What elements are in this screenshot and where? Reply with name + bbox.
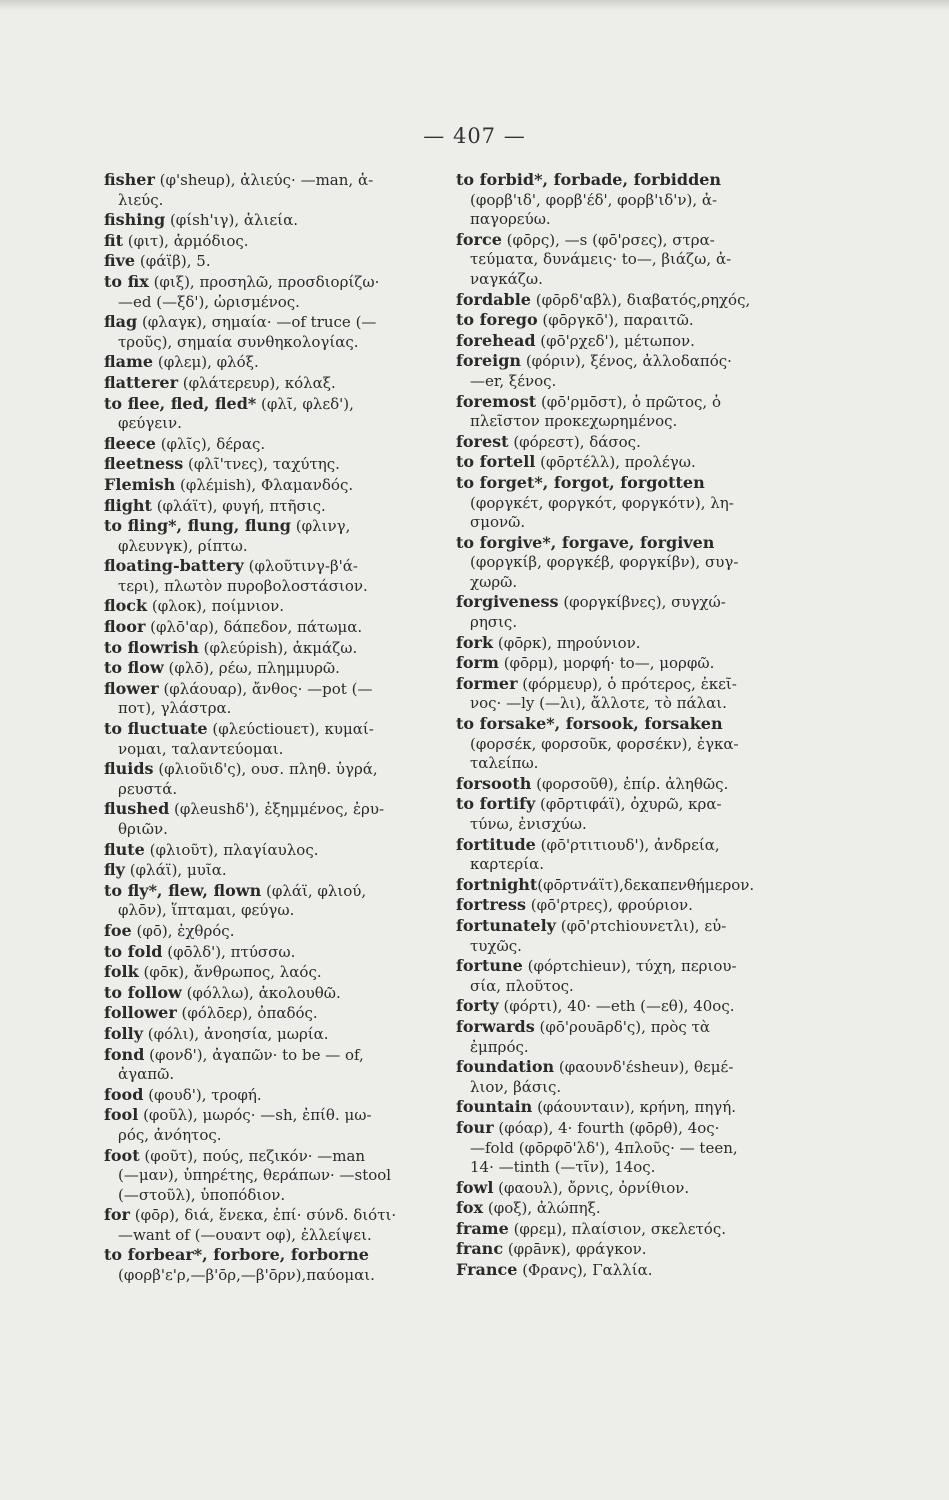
entry-line: fit (φιτ), ἁρμόδιος.: [104, 230, 249, 250]
headword: flute: [104, 839, 145, 859]
headword: forwards: [456, 1016, 535, 1036]
headword: franc: [456, 1239, 504, 1259]
headword: forest: [456, 431, 509, 451]
dictionary-entry: [104, 210, 438, 231]
dictionary-entry: [104, 1245, 438, 1285]
dictionary-entry: [104, 596, 438, 617]
entry-line: fleece (φλῖς), δέρας.: [104, 433, 266, 453]
dictionary-entry: [456, 1178, 801, 1199]
dictionary-entry: [456, 1097, 801, 1118]
headword: food: [104, 1084, 144, 1104]
headword: to flee, fled, fled*: [104, 393, 257, 413]
dictionary-entry: [456, 875, 801, 896]
entry-continuation: (φορβ'ε'ρ,—β'ōρ,—β'ōρν),παύομαι.: [118, 1266, 375, 1285]
headword: to forsake*, forsook, forsaken: [456, 714, 723, 734]
entry-line: to fluctuate (φλεύctiouετ), κυμαί-: [104, 719, 374, 739]
dictionary-entry: [456, 794, 801, 834]
headword: flower: [104, 678, 159, 698]
entry-line: flute (φλιοῦτ), πλαγίαυλος.: [104, 839, 319, 859]
entry-line: fortunately (φō'ρτchiουνετλι), εὐ-: [456, 915, 727, 935]
headword: fortunately: [456, 915, 556, 935]
entry-line: forwards (φō'ρουāρδ'ς), πρὸς τὰ: [456, 1016, 711, 1036]
headword: fit: [104, 230, 124, 250]
headword: fly: [104, 860, 125, 880]
dictionary-entry: [104, 1205, 438, 1245]
page-top-edge: [0, 0, 949, 10]
headword: to fluctuate: [104, 719, 208, 739]
headword: to fold: [104, 941, 163, 961]
headword: to forego: [456, 310, 538, 330]
entry-continuation: παγορεύω.: [470, 210, 551, 229]
dictionary-entry: [104, 556, 438, 596]
entry-line: forgiveness (φοργκίβνες), συγχώ-: [456, 592, 726, 612]
entry-line: to fling*, flung, flung (φλινγ,: [104, 516, 351, 536]
entry-line: [456, 534, 714, 552]
dictionary-entry: [104, 496, 438, 517]
entry-continuation: τύνω, ἐνισχύω.: [470, 815, 587, 833]
entry-line: to flowrish (φλεύρish), ἀκμάζω.: [104, 637, 358, 657]
dictionary-entry: [104, 394, 438, 434]
dictionary-entry: [456, 290, 801, 311]
entry-line: [456, 715, 723, 733]
headword: Flemish: [104, 474, 176, 494]
dictionary-entry: [456, 1017, 801, 1057]
entry-line: folk (φōκ), ἄνθρωπος, λαός.: [104, 962, 322, 982]
headword: to forget*, forgot, forgotten: [456, 472, 705, 492]
headword: to flow: [104, 658, 164, 678]
headword: folly: [104, 1023, 144, 1043]
dictionary-entry: [456, 956, 801, 996]
headword: fond: [104, 1044, 145, 1064]
entry-continuation: ρός, ἀνόητος.: [118, 1125, 222, 1144]
dictionary-entry: [456, 310, 801, 331]
entry-continuation: —er, ξένος.: [470, 371, 557, 390]
headword: to follow: [104, 982, 182, 1002]
dictionary-entry: [104, 272, 438, 312]
entry-continuation: ναγκάζω.: [470, 269, 543, 288]
headword: fleetness: [104, 454, 184, 474]
headword: foe: [104, 920, 132, 940]
entry-line: to fold (φōλδ'), πτύσσω.: [104, 941, 296, 961]
entry-line: fortnight(φōρτνάϊτ),δεκαπενθήμερον.: [456, 874, 755, 894]
entry-continuation: φλευνγκ), ρίπτω.: [118, 536, 248, 555]
dictionary-entry: [104, 983, 438, 1004]
entry-continuation: θριῶν.: [118, 820, 168, 838]
entry-line: foremost (φō'ρμōστ), ὁ πρῶτος, ὁ: [456, 391, 721, 411]
dictionary-entry: [104, 799, 438, 839]
dictionary-entry: [456, 835, 801, 875]
headword: foreign: [456, 351, 522, 371]
dictionary-entry: [104, 1105, 438, 1145]
entry-line: fortitude (φō'ρτιτιουδ'), ἀνδρεία,: [456, 834, 720, 854]
entry-line: forsooth (φορσοῦθ), ἐπίρ. ἀληθῶς.: [456, 773, 729, 793]
entry-line: floor (φλō'αρ), δάπεδον, πάτωμα.: [104, 617, 363, 637]
entry-line: [456, 171, 721, 189]
entry-continuation: —want of (—ουαντ οφ), ἐλλείψει.: [118, 1225, 372, 1244]
dictionary-entry: [456, 1198, 801, 1219]
headword: force: [456, 229, 502, 249]
entry-line: fordable (φōρδ'αβλ), διαβατός,ρηχός,: [456, 289, 751, 309]
dictionary-entry: [456, 895, 801, 916]
entry-continuation: ποτ), γλάστρα.: [118, 699, 232, 718]
headword: foot: [104, 1145, 140, 1165]
entry-continuation: καρτερία.: [470, 855, 544, 874]
entry-line: franc (φρāνκ), φράγκον.: [456, 1239, 647, 1259]
entry-line: fountain (φάουνταιν), κρήνη, πηγή.: [456, 1097, 737, 1117]
entry-line: folly (φόλι), ἀνοησία, μωρία.: [104, 1023, 329, 1043]
dictionary-entry: [104, 881, 438, 921]
dictionary-entry: [104, 840, 438, 861]
headword: forehead: [456, 330, 536, 350]
entry-continuation: νος· —ly (—λι), ἄλλοτε, τὸ πάλαι.: [470, 694, 727, 713]
entry-line: fox (φοξ), ἀλώπηξ.: [456, 1198, 601, 1218]
entry-continuation: ρευστά.: [118, 779, 178, 798]
headword: frame: [456, 1218, 509, 1238]
dictionary-entry: [456, 331, 801, 352]
headword: to forgive*, forgave, forgiven: [456, 532, 715, 552]
entry-continuation: πλεῖστον προκεχωρημένος.: [470, 412, 678, 431]
headword: to fortify: [456, 794, 536, 814]
entry-continuation: (φορσέκ, φορσοῦκ, φορσέκν), ἐγκα-: [470, 734, 739, 753]
headword: flushed: [104, 799, 170, 819]
entry-line: foundation (φαουνδ'έsheuν), θεμέ-: [456, 1057, 734, 1077]
entry-line: [456, 474, 705, 492]
headword: fountain: [456, 1097, 533, 1117]
dictionary-entry: [456, 1057, 801, 1097]
dictionary-entry: [104, 1146, 438, 1206]
entry-line: food (φουδ'), τροφή.: [104, 1084, 262, 1104]
dictionary-entry: [104, 1024, 438, 1045]
dictionary-entry: [104, 170, 438, 210]
headword: flock: [104, 596, 148, 616]
entry-continuation: ταλείπω.: [470, 754, 539, 773]
entry-line: to fly*, flew, flown (φλάϊ, φλιού,: [104, 880, 367, 900]
dictionary-entry: [456, 714, 801, 774]
dictionary-entry: [456, 170, 801, 230]
headword: fluids: [104, 759, 154, 779]
entry-continuation: —fold (φōρφō'λδ'), 4πλοῦς· — teen,: [470, 1138, 738, 1157]
entry-line: form (φōρμ), μορφή· to—, μορφῶ.: [456, 653, 715, 673]
dictionary-entry: [456, 592, 801, 632]
entry-line: five (φάϊβ), 5.: [104, 251, 211, 271]
headword: fool: [104, 1105, 139, 1125]
headword: to fix: [104, 271, 149, 291]
entry-line: to flow (φλō), ρέω, πλημμυρῶ.: [104, 658, 340, 678]
entry-line: flower (φλάουαρ), ἄνθος· —pot (—: [104, 678, 373, 698]
dictionary-entry: [456, 533, 801, 593]
headword: fortune: [456, 956, 523, 976]
headword: foremost: [456, 391, 537, 411]
entry-line: to follow (φόλλω), ἀκολουθῶ.: [104, 982, 341, 1002]
entry-line: flock (φλοκ), ποίμνιον.: [104, 596, 285, 616]
headword: form: [456, 653, 499, 673]
entry-continuation: σμονῶ.: [470, 513, 526, 532]
dictionary-entry: [104, 251, 438, 272]
entry-line: France (Φρανς), Γαλλία.: [456, 1260, 653, 1280]
dictionary-entry: [104, 921, 438, 942]
dictionary-entry: [104, 1085, 438, 1106]
entry-line: foreign (φόριν), ξένος, ἀλλοδαπός·: [456, 351, 732, 371]
dictionary-entry: [104, 516, 438, 556]
entry-continuation: χωρῶ.: [470, 572, 518, 591]
dictionary-entry: [104, 373, 438, 394]
entry-line: flame (φλεμ), φλόξ.: [104, 352, 259, 372]
headword: floor: [104, 617, 146, 637]
headword: for: [104, 1205, 130, 1225]
entry-line: Flemish (φλέμish), Φλαμανδός.: [104, 474, 354, 494]
entry-continuation: (—στοῦλ), ὑποπόδιον.: [118, 1185, 286, 1204]
entry-line: fishing (φίsh'ιγ), ἁλιεία.: [104, 210, 298, 230]
dictionary-entry: [104, 679, 438, 719]
headword: four: [456, 1117, 494, 1137]
dictionary-entry: [104, 942, 438, 963]
entry-line: flatterer (φλάτερευρ), κόλαξ.: [104, 372, 336, 392]
headword: flame: [104, 352, 154, 372]
entry-line: follower (φόλōερ), ὀπαδός.: [104, 1003, 318, 1023]
left-column: [104, 170, 438, 1286]
dictionary-entry: [104, 231, 438, 252]
dictionary-entry: [104, 638, 438, 659]
dictionary-entry: [104, 617, 438, 638]
headword: foundation: [456, 1057, 555, 1077]
headword: floating-battery: [104, 556, 244, 576]
headword: follower: [104, 1003, 177, 1023]
entry-continuation: (—μαν), ὑπηρέτης, θεράπων· —stool: [118, 1166, 392, 1185]
entry-continuation: ἀγαπῶ.: [118, 1065, 175, 1084]
entry-line: fisher (φ'sheuρ), ἁλιεύς· —man, ἁ-: [104, 170, 374, 189]
dictionary-entry: [104, 860, 438, 881]
dictionary-entry: [104, 475, 438, 496]
headword: to forbear*, forbore, forborne: [104, 1245, 369, 1265]
headword: fork: [456, 632, 494, 652]
headword: fox: [456, 1198, 484, 1218]
dictionary-entry: [104, 434, 438, 455]
headword: fleece: [104, 433, 156, 453]
dictionary-entry: [456, 996, 801, 1017]
entry-line: to forego (φōργκō'), παραιτῶ.: [456, 310, 694, 330]
headword: fishing: [104, 210, 166, 230]
dictionary-entry: [456, 674, 801, 714]
entry-continuation: τεύματα, δυνάμεις· to—, βιάζω, ἀ-: [470, 250, 732, 269]
entry-line: four (φόαρ), 4· fourth (φōρθ), 4ος·: [456, 1117, 720, 1137]
entry-line: to flee, fled, fled* (φλῖ, φλεδ'),: [104, 393, 354, 413]
dictionary-entry: [104, 658, 438, 679]
headword: forgiveness: [456, 592, 559, 612]
headword: fortitude: [456, 834, 536, 854]
dictionary-entry: [456, 1260, 801, 1281]
entry-line: fond (φονδ'), ἀγαπῶν· to be — of,: [104, 1044, 364, 1064]
entry-continuation: —ed (—ξδ'), ὡρισμένος.: [118, 292, 300, 311]
dictionary-entry: [456, 633, 801, 654]
entry-line: fluids (φλιοῦιδ'ς), ουσ. πληθ. ὑγρά,: [104, 759, 378, 779]
entry-continuation: λιεύς.: [118, 190, 164, 209]
headword: France: [456, 1260, 518, 1280]
entry-continuation: τερι), πλωτὸν πυροβολοστάσιον.: [118, 576, 368, 595]
dictionary-entry: [456, 452, 801, 473]
entry-continuation: σία, πλοῦτος.: [470, 976, 574, 995]
headword: flatterer: [104, 372, 178, 392]
dictionary-entry: [456, 432, 801, 453]
dictionary-entry: [104, 759, 438, 799]
headword: flight: [104, 495, 152, 515]
headword: to fling*, flung, flung: [104, 516, 291, 536]
entry-line: foe (φō), ἐχθρός.: [104, 920, 235, 940]
entry-line: forehead (φō'ρχεδ'), μέτωπον.: [456, 330, 695, 350]
entry-line: fowl (φαουλ), ὄρνις, ὀρνίθιον.: [456, 1177, 690, 1197]
dictionary-entry: [104, 454, 438, 475]
entry-continuation: 14· —tinth (—τῖν), 14ος.: [470, 1158, 656, 1177]
headword: fordable: [456, 289, 531, 309]
entry-line: force (φōρς), —s (φō'ρσες), στρα-: [456, 229, 715, 249]
headword: fisher: [104, 170, 155, 189]
entry-line: to fortify (φōρτιφάϊ), ὀχυρῶ, κρα-: [456, 794, 722, 814]
dictionary-entry: [104, 1003, 438, 1024]
entry-continuation: (φορβ'ιδ', φορβ'έδ', φορβ'ιδ'ν), ἀ-: [470, 190, 718, 209]
dictionary-entry: [456, 774, 801, 795]
entry-continuation: νομαι, ταλαντεύομαι.: [118, 739, 284, 758]
entry-line: fool (φοῦλ), μωρός· —sh, ἐπίθ. μω-: [104, 1105, 372, 1125]
headword: five: [104, 251, 136, 271]
dictionary-entry: [456, 230, 801, 290]
entry-line: [104, 1246, 369, 1264]
headword: forsooth: [456, 773, 532, 793]
page-number: — 407 —: [423, 124, 526, 148]
headword: fortress: [456, 895, 526, 915]
entry-continuation: τροῦς), σημαία συνθηκολογίας.: [118, 332, 359, 351]
dictionary-entry: [104, 312, 438, 352]
headword: former: [456, 673, 518, 693]
headword: fowl: [456, 1177, 494, 1197]
headword: to flowrish: [104, 637, 199, 657]
headword: fortnight: [456, 874, 538, 894]
entry-line: fortress (φō'ρτρες), φρούριον.: [456, 895, 693, 915]
entry-line: to fix (φιξ), προσηλῶ, προσδιορίζω·: [104, 271, 380, 291]
entry-line: to fortell (φōρτέλλ), προλέγω.: [456, 452, 696, 472]
dictionary-entry: [104, 962, 438, 983]
dictionary-entry: [456, 392, 801, 432]
headword: to fortell: [456, 452, 536, 472]
entry-line: former (φόρμευρ), ὁ πρότερος, ἐκεῖ-: [456, 673, 737, 693]
entry-continuation: (φοργκίβ, φοργκέβ, φοργκίβν), συγ-: [470, 553, 739, 572]
right-column: [456, 170, 801, 1281]
dictionary-entry: [456, 473, 801, 533]
entry-continuation: φλōν), ἵπταμαι, φεύγω.: [118, 901, 295, 920]
headword: flag: [104, 312, 138, 332]
headword: to fly*, flew, flown: [104, 880, 262, 900]
dictionary-entry: [456, 653, 801, 674]
dictionary-entry: [456, 1118, 801, 1178]
headword: forty: [456, 996, 499, 1016]
entry-line: floating-battery (φλοῦτινγ-β'ά-: [104, 556, 358, 576]
entry-line: fork (φōρκ), πηρούνιον.: [456, 632, 641, 652]
entry-continuation: ἐμπρός.: [470, 1037, 529, 1056]
dictionary-entry: [104, 352, 438, 373]
headword: to forbid*, forbade, forbidden: [456, 170, 722, 189]
dictionary-entry: [456, 916, 801, 956]
dictionary-entry: [104, 1045, 438, 1085]
entry-line: fortune (φόρτchieuν), τύχη, περιου-: [456, 956, 737, 976]
entry-line: flushed (φλeushδ'), ἐξημμένος, ἐρυ-: [104, 799, 385, 819]
entry-continuation: τυχῶς.: [470, 936, 522, 955]
dictionary-entry: [456, 1239, 801, 1260]
dictionary-entry: [456, 351, 801, 391]
entry-line: forest (φόρεστ), δάσος.: [456, 431, 641, 451]
entry-line: foot (φοῦτ), πούς, πεζικόν· —man: [104, 1145, 366, 1165]
entry-line: fleetness (φλῖ'τνες), ταχύτης.: [104, 454, 340, 474]
entry-line: flag (φλαγκ), σημαία· —of truce (—: [104, 312, 377, 332]
entry-line: flight (φλάϊτ), φυγή, πτῆσις.: [104, 495, 326, 515]
entry-continuation: φεύγειν.: [118, 414, 182, 433]
dictionary-entry: [104, 719, 438, 759]
entry-line: for (φōρ), διά, ἕνεκα, ἐπί· σύνδ. διότι·: [104, 1205, 397, 1225]
entry-line: frame (φρεμ), πλαίσιον, σκελετός.: [456, 1218, 726, 1238]
entry-line: forty (φόρτι), 40· —eth (—εθ), 40ος.: [456, 996, 735, 1016]
entry-line: fly (φλάϊ), μυῖα.: [104, 860, 227, 880]
entry-continuation: ρησις.: [470, 613, 518, 632]
entry-continuation: (φοργκέτ, φοργκότ, φοργκότν), λη-: [470, 493, 734, 512]
headword: folk: [104, 962, 139, 982]
entry-continuation: λιον, βάσις.: [470, 1077, 562, 1096]
dictionary-entry: [456, 1219, 801, 1240]
